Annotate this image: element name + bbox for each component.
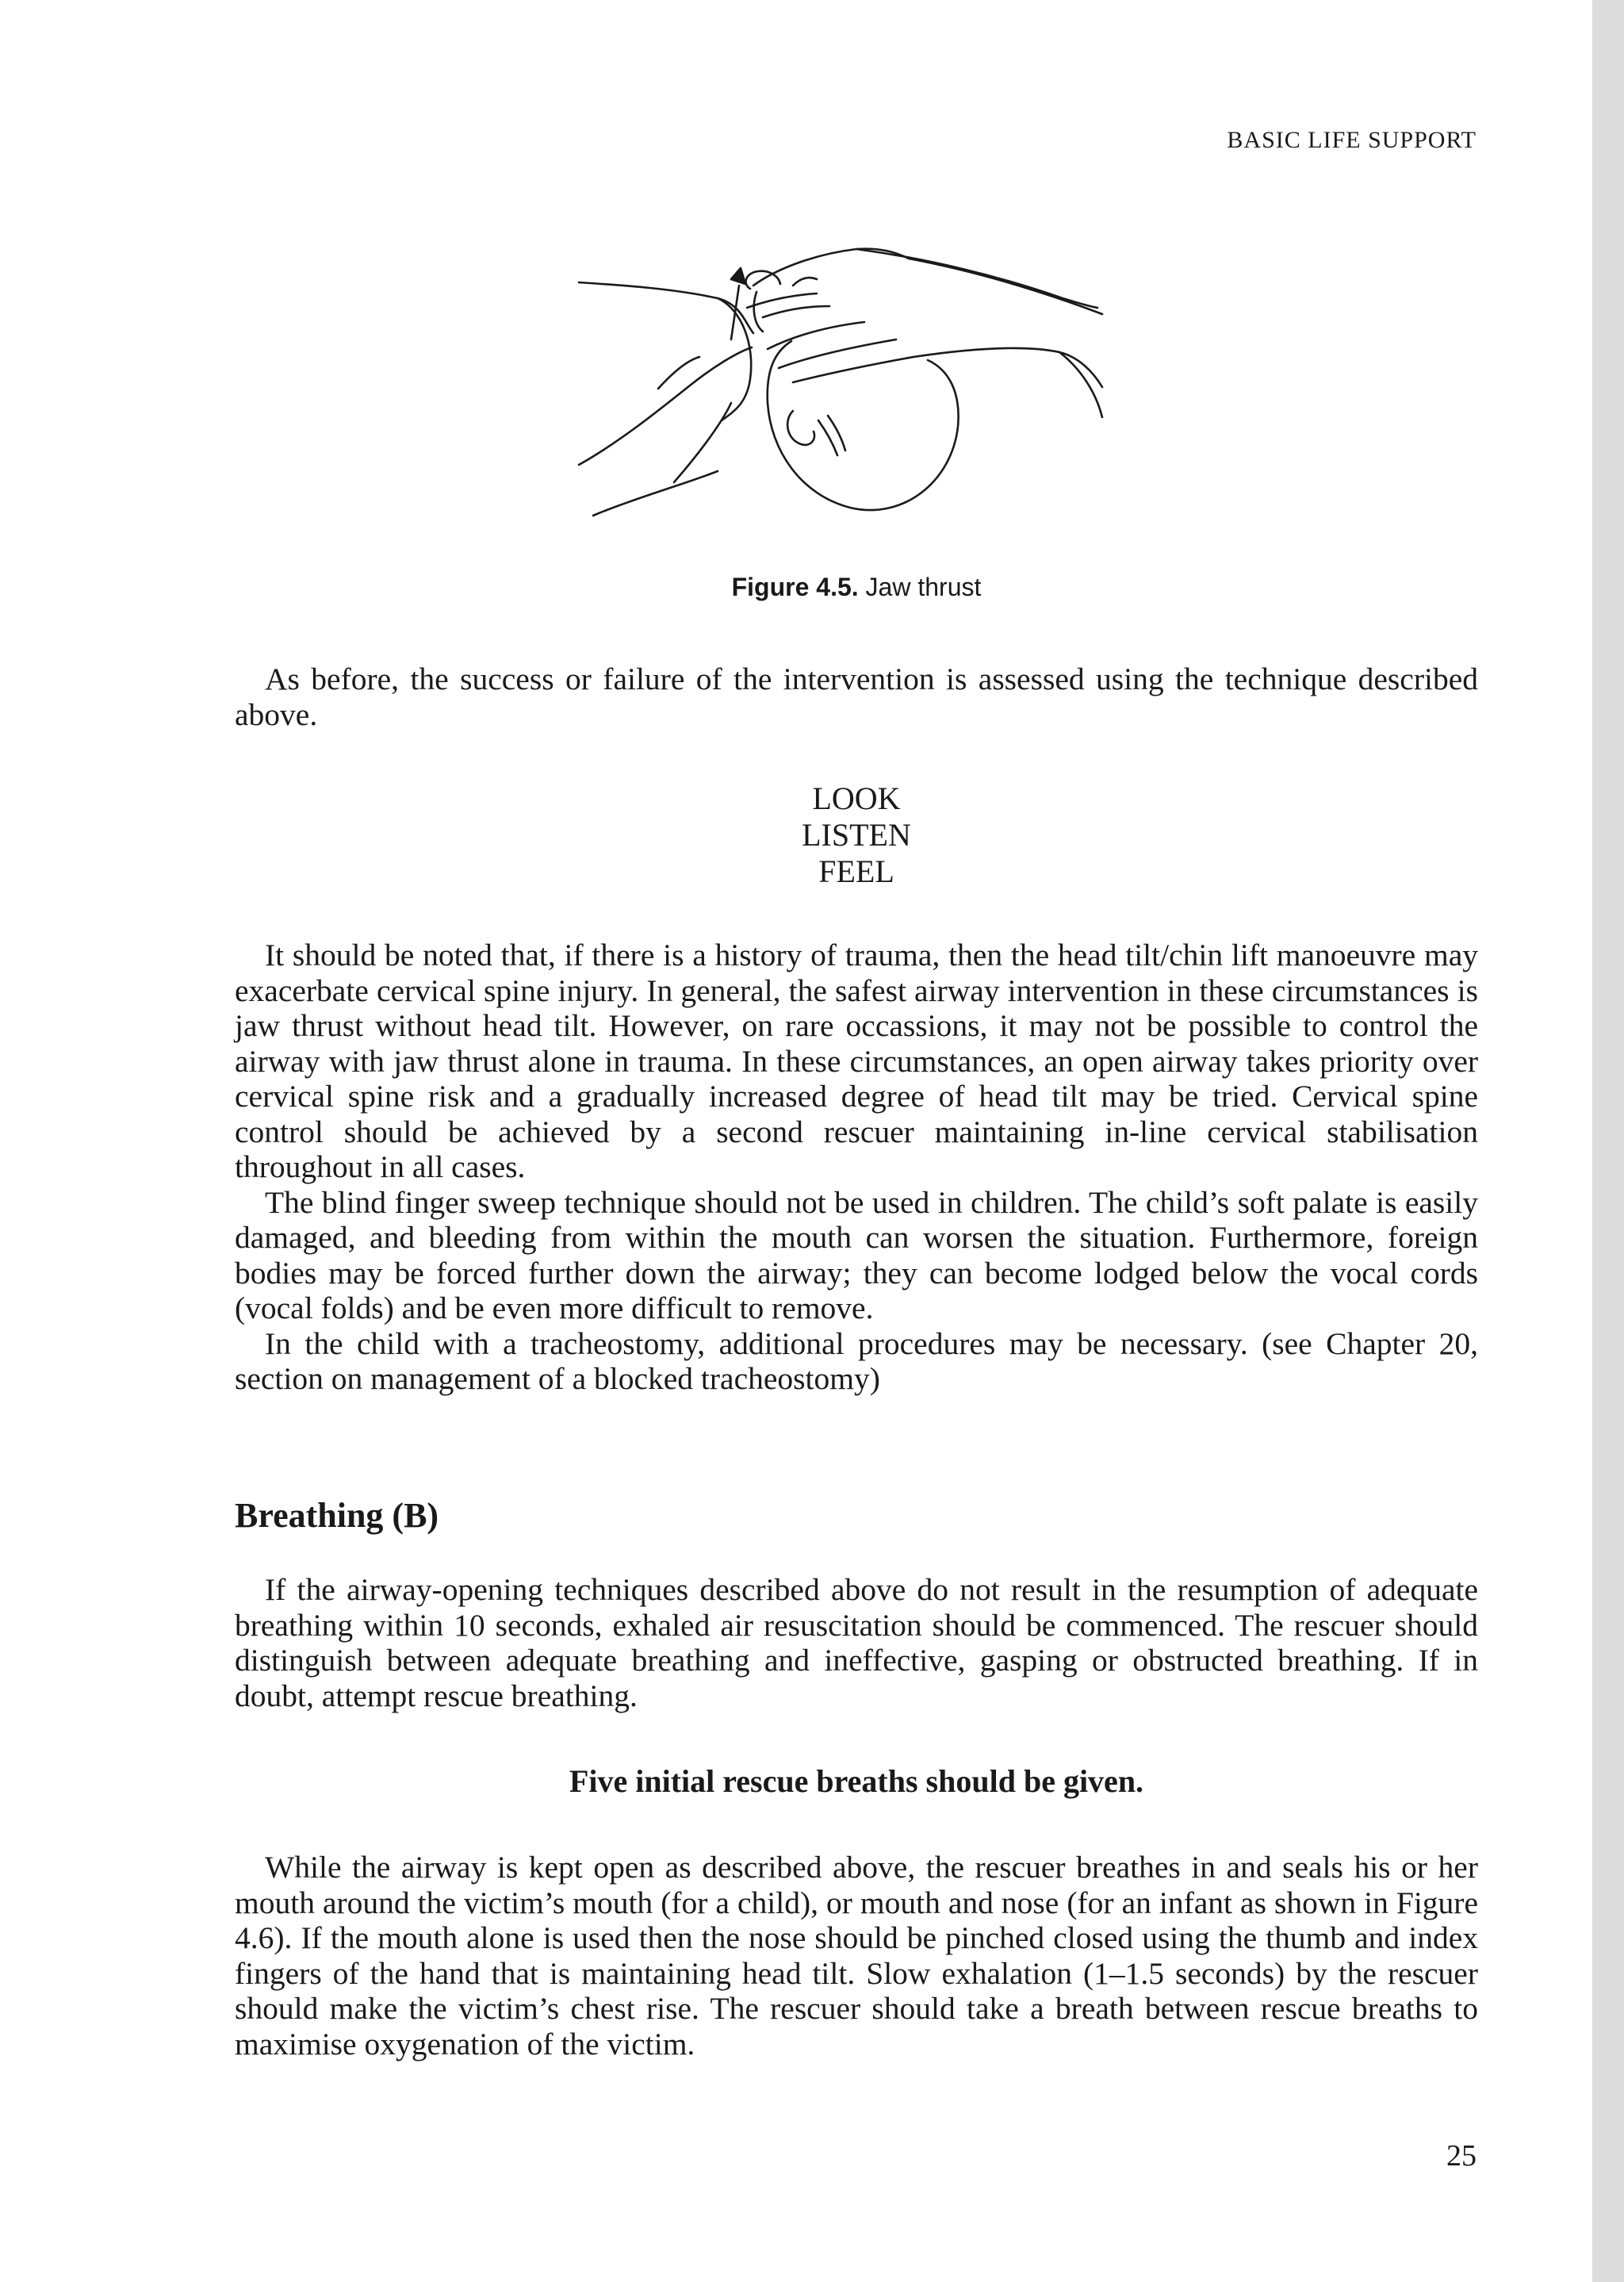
word-feel: FEEL: [818, 853, 894, 889]
intro-text: [235, 662, 1478, 732]
page-edge-shadow: [1592, 0, 1624, 2282]
paragraph-tracheostomy: In the child with a tracheostomy, additional procedures may be necessary. (see Chapter 20, section on management of a blocked tracheostomy): [235, 1325, 1478, 1396]
figure-caption: [0, 573, 1624, 602]
figure-jaw-thrust: [555, 213, 1189, 554]
breathing-text: [235, 1572, 1478, 1713]
running-head: BASIC LIFE SUPPORT: [1227, 127, 1477, 153]
paragraph-finger-sweep: The blind finger sweep technique should not be used in children. The child’s soft palate is easily damaged, and bleeding from within the mouth can worsen the situation. Furthermore, foreign bodies may be forced further down the airway; they can become lodged below the vocal cords (vocal folds) and be even more difficult to remove.: [235, 1184, 1478, 1325]
paragraph-trauma: It should be noted that, if there is a history of trauma, then the head tilt/chin lift manoeuvre may exacerbate cervical spine injury. In general, the safest airway intervention in these circumstances is jaw thrust without head tilt. However, on rare occassions, it may not be possible to control the airway with jaw thrust alone in trauma. In these circumstances, an open airway takes priority over cervical spine risk and a gradually increased degree of head tilt may be tried. Cervical spine control should be achieved by a second rescuer maintaining in-line cervical stabilisation throughout in all cases.: [235, 938, 1478, 1184]
paragraph-breathing: If the airway-opening techniques described above do not result in the resumption of adequate breathing within 10 seconds, exhaled air resuscitation should be commenced. The rescuer should distinguish between adequate breathing and ineffective, gasping or obstructed breathing. If in doubt, attempt rescue breathing.: [235, 1572, 1478, 1713]
rescue-breaths-emphasis: Five initial rescue breaths should be given.: [569, 1763, 1144, 1799]
figure-title: Jaw thrust: [865, 573, 982, 601]
page-number: 25: [1446, 2139, 1477, 2173]
rescue-breaths-text: [235, 1850, 1478, 2061]
paragraph-rescue-breaths: While the airway is kept open as described above, the rescuer breathes in and seals his or her mouth around the victim’s mouth (for a child), or mouth and nose (for an infant as shown in Figure 4.6). If the mouth alone is used then the nose should be pinched closed using the thumb and index fingers of the hand that is maintaining head tilt. Slow exhalation (1–1.5 seconds) by the rescuer should make the victim’s chest rise. The rescuer should take a breath between rescue breaths to maximise oxygenation of the victim.: [235, 1850, 1478, 2061]
look-listen-feel: [235, 780, 1478, 890]
paragraph-intro: As before, the success or failure of the intervention is assessed using the technique described above.: [235, 662, 1478, 732]
section-heading-breathing: Breathing (B): [235, 1496, 439, 1535]
word-listen: LISTEN: [802, 817, 911, 853]
jaw-thrust-illustration: [555, 213, 1189, 554]
figure-label: Figure 4.5.: [731, 573, 859, 601]
word-look: LOOK: [812, 780, 901, 816]
airway-text: [235, 938, 1478, 1397]
